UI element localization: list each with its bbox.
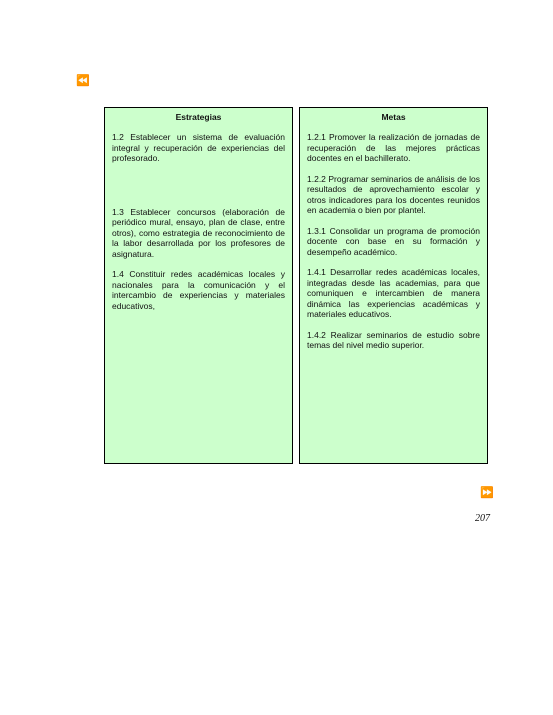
strategy-item: 1.2 Establecer un sistema de evaluación integral y recuperación de experiencias del profesorado. bbox=[112, 132, 285, 163]
goals-header: Metas bbox=[381, 112, 406, 122]
goal-item: 1.4.1 Desarrollar redes académicas locales, integradas desde las academias, para que comuniquen e intercambien de manera dinámica las experiencias académicas y materiales educativos. bbox=[307, 267, 480, 319]
page-number: 207 bbox=[475, 513, 490, 524]
previous-page-icon[interactable]: ⏪ bbox=[76, 75, 88, 87]
strategy-item: 1.4 Constituir redes académicas locales y nacionales para la comunicación y el intercambio de experiencias y materiales educativos, bbox=[112, 269, 285, 311]
strategy-item: 1.3 Establecer concursos (elaboración de periódico mural, ensayo, plan de clase, entre otros), como estrategia de reconocimiento de la labor desarrollada por los profesores de asignatura. bbox=[112, 206, 285, 259]
next-page-icon[interactable]: ⏩ bbox=[480, 487, 492, 499]
strategies-column bbox=[104, 107, 293, 464]
goal-item: 1.2.2 Programar seminarios de análisis de los resultados de aprovechamiento escolar y otros indicadores para los docentes reunidos en academia o bien por plantel. bbox=[307, 173, 480, 215]
strategies-header: Estrategias bbox=[175, 112, 222, 122]
goals-column bbox=[299, 107, 488, 464]
goal-item: 1.2.1 Promover la realización de jornadas de recuperación de las mejores prácticas docentes en el bachillerato. bbox=[307, 132, 480, 163]
goal-item: 1.4.2 Realizar seminarios de estudio sobre temas del nivel medio superior. bbox=[307, 329, 480, 350]
goal-item: 1.3.1 Consolidar un programa de promoción docente con base en su formación y desempeño académico. bbox=[307, 225, 480, 257]
